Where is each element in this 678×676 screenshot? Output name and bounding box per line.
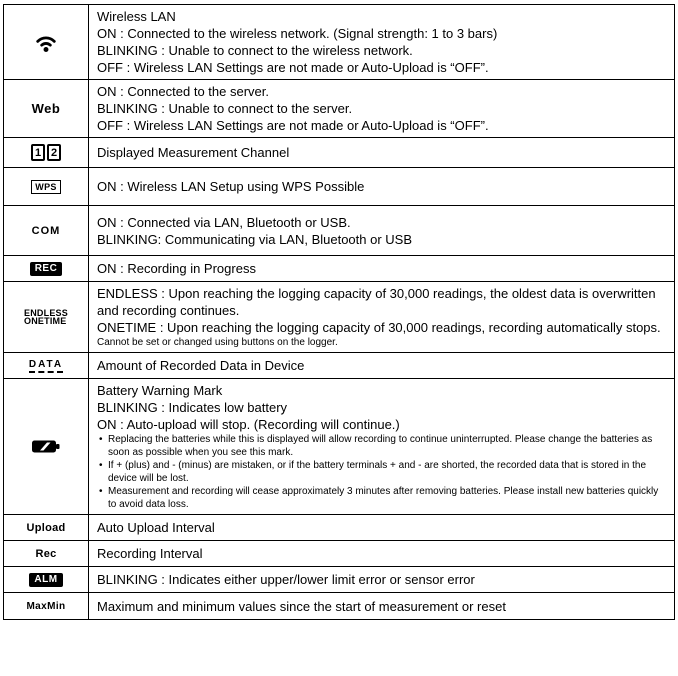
- description-line: ONETIME : Upon reaching the logging capacity of 30,000 readings, recording automatically stops.: [97, 320, 661, 335]
- table-row: [4, 256, 674, 282]
- description-cell: [89, 5, 674, 79]
- table-row: [4, 5, 674, 80]
- description-line: BLINKING : Indicates either upper/lower limit error or sensor error: [97, 572, 475, 587]
- endless-onetime-indicator: [4, 282, 89, 352]
- table-row: [4, 282, 674, 353]
- description-cell: [89, 541, 674, 566]
- description-line: OFF : Wireless LAN Settings are not made or Auto-Upload is “OFF”.: [97, 118, 489, 133]
- table-row: [4, 138, 674, 168]
- stacked-label: ONETIME: [24, 316, 67, 326]
- description-line: ON : Recording in Progress: [97, 261, 256, 276]
- description-line: Maximum and minimum values since the start of measurement or reset: [97, 598, 506, 614]
- web-indicator-label: Web: [31, 101, 61, 116]
- table-row: [4, 80, 674, 138]
- upload-interval-indicator: [4, 515, 89, 540]
- description-line: ON : Wireless LAN Setup using WPS Possible: [97, 179, 365, 194]
- alm-badge-label: ALM: [29, 573, 62, 587]
- wifi-glyph: [32, 32, 60, 53]
- maxmin-indicator: [4, 593, 89, 619]
- description-line: ON : Connected via LAN, Bluetooth or USB.: [97, 214, 351, 230]
- data-indicator-label: DATA: [29, 359, 63, 373]
- stacked-labels: [24, 309, 68, 325]
- description-cell: [89, 256, 674, 281]
- rec-interval-indicator: [4, 541, 89, 566]
- description-line: ON : Connected to the server.: [97, 84, 269, 99]
- description-line: BLINKING: Communicating via LAN, Bluetooth or USB: [97, 231, 413, 247]
- table-row: [4, 168, 674, 206]
- wps-indicator: [4, 168, 89, 205]
- wps-indicator-label: WPS: [31, 180, 60, 194]
- indicator-table: [3, 4, 675, 620]
- channel-digit: 1: [31, 144, 45, 161]
- data-indicator: [4, 353, 89, 378]
- description-cell: [89, 138, 674, 167]
- table-row: [4, 593, 674, 619]
- table-row: [4, 206, 674, 256]
- note-line: • If + (plus) and - (minus) are mistaken, or if the battery terminals + and - are shorted, the recorded data that is stored in the device will be lost.: [97, 459, 666, 485]
- battery-glyph: [31, 439, 61, 454]
- description-line: ENDLESS : Upon reaching the logging capacity of 30,000 readings, the oldest data is overwritten and recording continues.: [97, 286, 656, 318]
- channel-digits-icon: [4, 138, 89, 167]
- description-cell: [89, 379, 674, 514]
- com-indicator: [4, 206, 89, 255]
- description-line: OFF : Wireless LAN Settings are not made or Auto-Upload is “OFF”.: [97, 60, 489, 75]
- com-indicator-label: COM: [31, 224, 61, 237]
- description-cell: [89, 282, 674, 352]
- description-line: BLINKING : Indicates low battery: [97, 400, 288, 415]
- description-cell: [89, 353, 674, 378]
- table-row: [4, 379, 674, 515]
- description-cell: [89, 80, 674, 137]
- table-row: [4, 515, 674, 541]
- alm-badge: [4, 567, 89, 592]
- description-line: BLINKING : Unable to connect to the server.: [97, 101, 353, 116]
- description-cell: [89, 206, 674, 255]
- description-line: Battery Warning Mark: [97, 383, 223, 398]
- description-cell: [89, 515, 674, 540]
- note-line: • Replacing the batteries while this is displayed will allow recording to continue uninterrupted. Please change the batteries as soon as possible when you see this mark.: [97, 433, 666, 459]
- table-row: [4, 541, 674, 567]
- web-indicator: [4, 80, 89, 137]
- description-line: BLINKING : Unable to connect to the wireless network.: [97, 43, 413, 58]
- description-line: ON : Connected to the wireless network. (Signal strength: 1 to 3 bars): [97, 26, 498, 41]
- stacked-label: ENDLESS: [24, 308, 68, 318]
- table-row: [4, 353, 674, 379]
- description-line: Wireless LAN: [97, 9, 176, 24]
- maxmin-indicator-label: MaxMin: [26, 600, 66, 612]
- wireless-lan-icon: [4, 5, 89, 79]
- description-line: Cannot be set or changed using buttons on the logger.: [97, 337, 338, 348]
- description-cell: [89, 567, 674, 592]
- rec-interval-indicator-label: Rec: [35, 547, 57, 560]
- description-line: Displayed Measurement Channel: [97, 145, 290, 160]
- description-line: Recording Interval: [97, 546, 203, 561]
- rec-badge-label: REC: [30, 262, 63, 276]
- upload-interval-indicator-label: Upload: [26, 521, 66, 534]
- note-line: • Measurement and recording will cease approximately 3 minutes after removing batteries. Please install new batteries quickly to avoid data loss.: [97, 485, 666, 511]
- description-line: Auto Upload Interval: [97, 520, 215, 535]
- channel-digit: 2: [47, 144, 61, 161]
- channel-digits: [30, 144, 62, 161]
- description-line: Amount of Recorded Data in Device: [97, 358, 305, 373]
- table-row: [4, 567, 674, 593]
- battery-warning-icon: [4, 379, 89, 514]
- rec-badge: [4, 256, 89, 281]
- description-cell: [89, 593, 674, 619]
- description-cell: [89, 168, 674, 205]
- description-line: ON : Auto-upload will stop. (Recording will continue.): [97, 417, 400, 432]
